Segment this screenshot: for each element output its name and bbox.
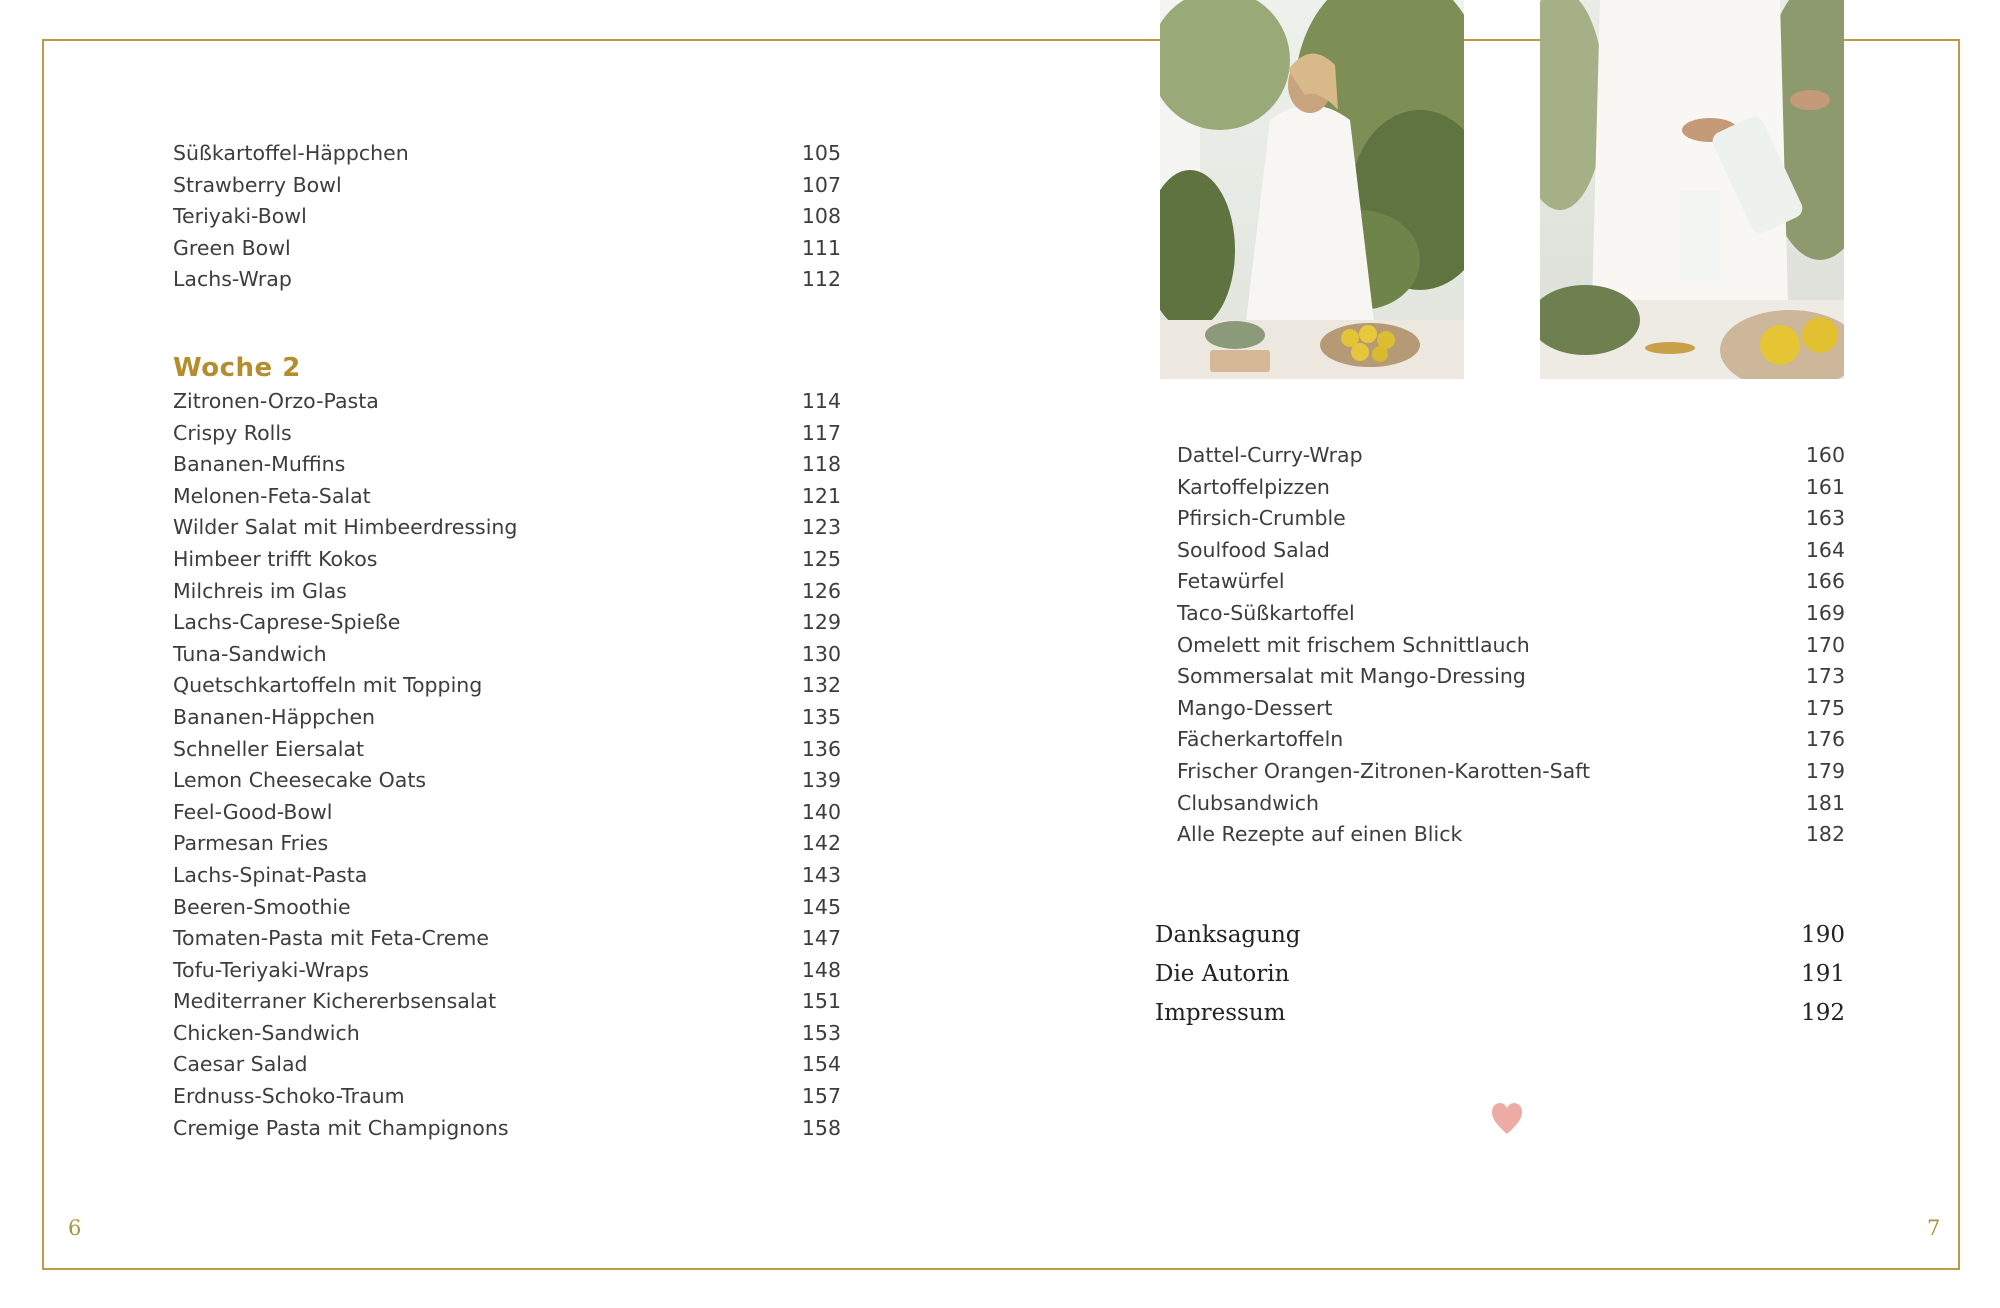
entry-page-number: 123 (801, 515, 841, 540)
entry-page-number: 151 (801, 989, 841, 1014)
toc-entry (173, 233, 841, 265)
entry-title: Erdnuss-Schoko-Traum (173, 1084, 405, 1109)
entry-title: Lachs-Caprese-Spieße (173, 610, 401, 635)
entry-page-number: 142 (801, 831, 841, 856)
entry-page-number: 160 (1805, 443, 1845, 467)
entry-title: Lemon Cheesecake Oats (173, 768, 427, 793)
entry-page-number: 125 (801, 546, 841, 571)
entry-title: Die Autorin (1155, 961, 1290, 987)
toc-entry (173, 418, 841, 450)
entry-page-number: 161 (1805, 474, 1845, 499)
entry-title: Dattel-Curry-Wrap (1177, 443, 1363, 467)
toc-entry (1177, 693, 1845, 725)
toc-back-matter-entry (1155, 955, 1845, 994)
toc-right-list (1177, 440, 1845, 851)
entry-page-number: 147 (801, 926, 841, 951)
toc-entry (173, 860, 841, 892)
entry-title: Strawberry Bowl (173, 172, 342, 197)
entry-title: Lachs-Spinat-Pasta (173, 862, 368, 887)
toc-entry (173, 481, 841, 513)
entry-page-number: 132 (801, 673, 841, 698)
toc-entry (173, 702, 841, 734)
toc-entry (1177, 503, 1845, 535)
toc-entry (173, 1018, 841, 1050)
entry-title: Green Bowl (173, 235, 291, 260)
entry-title: Fetawürfel (1177, 569, 1285, 594)
entry-page-number: 173 (1805, 664, 1845, 689)
toc-entry (173, 828, 841, 860)
entry-page-number: 145 (801, 894, 841, 919)
entry-page-number: 143 (801, 862, 841, 887)
toc-entry (1177, 472, 1845, 504)
entry-page-number: 136 (801, 736, 841, 761)
toc-entry (173, 386, 841, 418)
entry-page-number: 111 (801, 235, 841, 260)
entry-page-number: 130 (801, 641, 841, 666)
toc-week2-list (173, 386, 841, 1144)
entry-title: Caesar Salad (173, 1052, 308, 1077)
entry-title: Zitronen-Orzo-Pasta (173, 389, 379, 413)
photo-woman-preparing-lemonade (1160, 0, 1464, 379)
entry-page-number: 163 (1805, 506, 1845, 531)
toc-entry (173, 986, 841, 1018)
entry-page-number: 114 (801, 389, 841, 413)
toc-entry (1177, 535, 1845, 567)
entry-page-number: 182 (1805, 822, 1845, 847)
toc-entry (173, 765, 841, 797)
entry-page-number: 139 (801, 768, 841, 793)
entry-page-number: 179 (1805, 758, 1845, 783)
toc-entry (173, 1081, 841, 1113)
entry-page-number: 154 (801, 1052, 841, 1077)
entry-title: Soulfood Salad (1177, 537, 1330, 562)
toc-entry (173, 797, 841, 829)
entry-title: Cremige Pasta mit Champignons (173, 1115, 509, 1140)
week2-heading: Woche 2 (173, 353, 301, 383)
toc-entry (1177, 440, 1845, 472)
entry-title: Teriyaki-Bowl (173, 204, 307, 229)
entry-title: Tomaten-Pasta mit Feta-Creme (173, 926, 489, 951)
entry-title: Beeren-Smoothie (173, 894, 351, 919)
toc-week1-list (173, 138, 841, 296)
toc-entry (1177, 819, 1845, 851)
entry-page-number: 112 (801, 267, 841, 292)
toc-entry (1177, 630, 1845, 662)
toc-entry (173, 923, 841, 955)
entry-page-number: 158 (801, 1115, 841, 1140)
page-number-right: 7 (1927, 1216, 1941, 1240)
entry-title: Tofu-Teriyaki-Wraps (173, 957, 369, 982)
toc-entry (173, 955, 841, 987)
entry-title: Clubsandwich (1177, 790, 1319, 815)
entry-title: Kartoffelpizzen (1177, 474, 1330, 499)
entry-title: Schneller Eiersalat (173, 736, 365, 761)
entry-title: Melonen-Feta-Salat (173, 483, 371, 508)
entry-page-number: 105 (801, 141, 841, 165)
toc-entry (173, 892, 841, 924)
toc-entry (173, 449, 841, 481)
entry-title: Himbeer trifft Kokos (173, 546, 378, 571)
entry-title: Frischer Orangen-Zitronen-Karotten-Saft (1177, 758, 1591, 783)
entry-page-number: 148 (801, 957, 841, 982)
entry-title: Sommersalat mit Mango-Dressing (1177, 664, 1526, 689)
entry-title: Chicken-Sandwich (173, 1020, 360, 1045)
entry-title: Tuna-Sandwich (173, 641, 327, 666)
toc-entry (1177, 788, 1845, 820)
entry-page-number: 108 (801, 204, 841, 229)
toc-back-matter-list (1155, 916, 1845, 1033)
toc-entry (1177, 661, 1845, 693)
toc-entry (173, 1113, 841, 1145)
entry-page-number: 126 (801, 578, 841, 603)
toc-entry (173, 576, 841, 608)
entry-page-number: 170 (1805, 632, 1845, 657)
toc-entry (1177, 598, 1845, 630)
entry-title: Milchreis im Glas (173, 578, 347, 603)
entry-title: Danksagung (1155, 922, 1301, 948)
entry-title: Bananen-Häppchen (173, 704, 376, 729)
entry-page-number: 192 (1801, 1000, 1845, 1026)
entry-page-number: 140 (801, 799, 841, 824)
entry-page-number: 153 (801, 1020, 841, 1045)
entry-page-number: 135 (801, 704, 841, 729)
toc-entry (173, 1049, 841, 1081)
entry-title: Lachs-Wrap (173, 267, 292, 292)
entry-title: Süßkartoffel-Häppchen (173, 141, 409, 165)
entry-title: Omelett mit frischem Schnittlauch (1177, 632, 1530, 657)
entry-page-number: 191 (1801, 961, 1845, 987)
entry-page-number: 117 (801, 420, 841, 445)
toc-entry (1177, 566, 1845, 598)
entry-title: Impressum (1155, 1000, 1286, 1026)
entry-page-number: 107 (801, 172, 841, 197)
entry-page-number: 129 (801, 610, 841, 635)
toc-entry (173, 170, 841, 202)
entry-title: Feel-Good-Bowl (173, 799, 333, 824)
entry-title: Alle Rezepte auf einen Blick (1177, 822, 1463, 847)
entry-page-number: 166 (1805, 569, 1845, 594)
entry-page-number: 164 (1805, 537, 1845, 562)
toc-entry (173, 138, 841, 170)
entry-title: Bananen-Muffins (173, 452, 346, 477)
toc-entry (173, 670, 841, 702)
entry-title: Mediterraner Kichererbsensalat (173, 989, 497, 1014)
toc-entry (173, 607, 841, 639)
entry-title: Quetschkartoffeln mit Topping (173, 673, 483, 698)
page-number-left: 6 (68, 1216, 82, 1240)
toc-entry (173, 512, 841, 544)
entry-title: Parmesan Fries (173, 831, 329, 856)
entry-page-number: 176 (1805, 727, 1845, 752)
entry-title: Fächerkartoffeln (1177, 727, 1344, 752)
entry-page-number: 190 (1801, 922, 1845, 948)
toc-entry (173, 639, 841, 671)
entry-page-number: 157 (801, 1084, 841, 1109)
toc-entry (173, 734, 841, 766)
entry-page-number: 181 (1805, 790, 1845, 815)
photo-pouring-drink (1540, 0, 1844, 379)
toc-back-matter-entry (1155, 916, 1845, 955)
entry-page-number: 118 (801, 452, 841, 477)
toc-entry (173, 544, 841, 576)
toc-entry (1177, 756, 1845, 788)
toc-entry (173, 201, 841, 233)
toc-entry (1177, 724, 1845, 756)
entry-page-number: 121 (801, 483, 841, 508)
toc-back-matter-entry (1155, 994, 1845, 1033)
entry-page-number: 175 (1805, 695, 1845, 720)
entry-page-number: 169 (1805, 600, 1845, 625)
entry-title: Taco-Süßkartoffel (1177, 600, 1355, 625)
entry-title: Mango-Dessert (1177, 695, 1333, 720)
entry-title: Pfirsich-Crumble (1177, 506, 1346, 531)
toc-entry (173, 264, 841, 296)
heart-icon (1491, 1101, 1523, 1137)
entry-title: Wilder Salat mit Himbeerdressing (173, 515, 518, 540)
entry-title: Crispy Rolls (173, 420, 292, 445)
